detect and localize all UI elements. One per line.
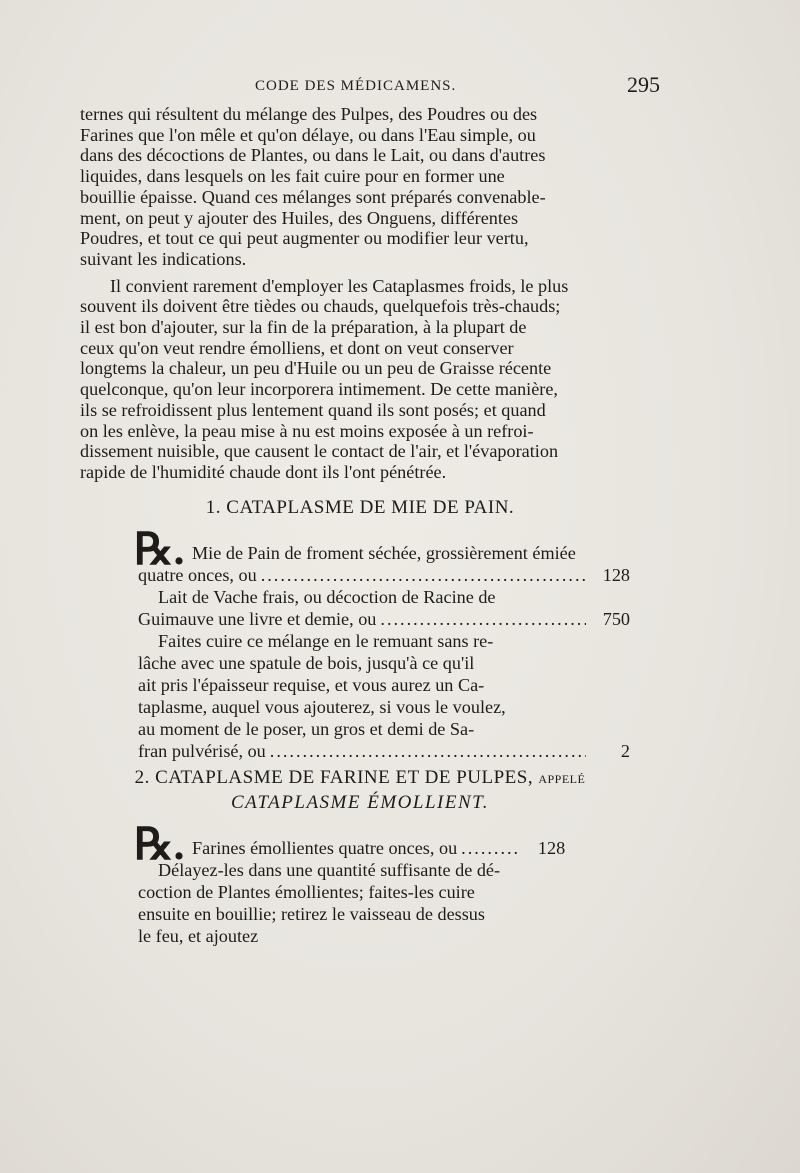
text-line: ternes qui résultent du mélange des Pulpes, des Poudres ou des [80, 104, 538, 124]
recipe-line [138, 740, 630, 762]
recipe-line [138, 528, 630, 564]
leader-dots [461, 837, 521, 859]
text-line: Il convient rarement d'employer les Cataplasmes froids, le plus [110, 275, 569, 296]
text-line: ensuite en bouillie; retirez le vaisseau de dessus [138, 904, 485, 924]
ingredient-text: Mie de Pain de froment séchée, grossièrement émiée [192, 543, 576, 563]
section-title-2 [80, 767, 640, 789]
recipe-1 [134, 525, 630, 762]
text-line: ceux qu'on veut rendre émolliens, et dont on veut conserver [80, 337, 514, 358]
leader-dots [270, 740, 586, 762]
page-header [80, 72, 660, 100]
text-line: au moment de le poser, un gros et demi de Sa- [138, 719, 475, 739]
ingredient-text: Guimauve une livre et demie, ou [138, 609, 377, 629]
text-line: longtems la chaleur, un peu d'Huile ou un peu de Graisse récente [80, 358, 552, 379]
paragraph-2 [80, 276, 640, 483]
running-head: CODE DES MÉDICAMENS. [255, 78, 457, 94]
recipe-2 [134, 820, 630, 947]
recipe-line [138, 564, 630, 586]
quantity: 128 [537, 838, 566, 858]
ingredient-text: Lait de Vache frais, ou décoction de Racine de [158, 587, 496, 607]
text-line: dans des décoctions de Plantes, ou dans le Lait, ou dans d'autres [80, 145, 546, 166]
text-line: suivant les indications. [80, 248, 247, 269]
text-line: coction de Plantes émollientes; faites-les cuire [138, 882, 475, 902]
leader-dots [261, 564, 586, 586]
section-title-text: 2. CATAPLASME DE FARINE ET DE PULPES, [134, 767, 534, 788]
body-text [80, 104, 640, 483]
text-line: le feu, et ajoutez [138, 926, 259, 946]
quantity: 128 [602, 565, 630, 585]
text-line: dissement nuisible, que causent le contact de l'air, et l'évaporation [80, 441, 559, 462]
ingredient-text: fran pulvérisé, ou [138, 741, 266, 761]
recipe-instructions [138, 630, 558, 740]
text-line: souvent ils doivent être tièdes ou chauds, quelquefois très-chauds; [80, 296, 561, 317]
text-line: Délayez-les dans une quantité suffisante de dé- [158, 860, 501, 880]
section-title-1: 1. CATAPLASME DE MIE DE PAIN. [205, 497, 515, 518]
recipe-line [138, 608, 630, 630]
quantity: 2 [620, 741, 630, 761]
text-line: ils se refroidissent plus lentement quand ils sont posés; et quand [80, 399, 546, 420]
recipe-line [138, 823, 630, 859]
paragraph-1 [80, 104, 640, 270]
leader-dots [380, 608, 586, 630]
ingredient-text: quatre onces, ou [138, 565, 257, 585]
recipe-instructions [138, 859, 558, 947]
recipe-line [138, 586, 630, 608]
text-line: ait pris l'épaisseur requise, et vous aurez un Ca- [138, 675, 485, 695]
text-line: Faites cuire ce mélange en le remuant sans re- [158, 631, 494, 651]
text-line: il est bon d'ajouter, sur la fin de la préparation, à la plupart de [80, 317, 527, 338]
text-line: ment, on peut y ajouter des Huiles, des Onguens, différentes [80, 207, 519, 228]
text-line: on les enlève, la peau mise à nu est moins exposée à un refroi- [80, 420, 534, 441]
section-title-suffix: APPELÉ [538, 772, 586, 786]
text-line: rapide de l'humidité chaude dont ils l'ont pénétrée. [80, 461, 447, 482]
quantity: 750 [602, 609, 630, 629]
recipe-symbol: ℞. [134, 820, 185, 869]
text-line: Farines que l'on mêle et qu'on délaye, ou dans l'Eau simple, ou [80, 124, 536, 145]
ingredient-text: Farines émollientes quatre onces, ou [192, 838, 458, 858]
page-number: 295 [627, 72, 660, 97]
recipe-symbol: ℞. [134, 525, 185, 574]
text-line: taplasme, auquel vous ajouterez, si vous le voulez, [138, 697, 506, 717]
text-line: lâche avec une spatule de bois, jusqu'à ce qu'il [138, 653, 475, 673]
text-line: bouillie épaisse. Quand ces mélanges sont préparés convenable- [80, 186, 546, 207]
text-line: Poudres, et tout ce qui peut augmenter ou modifier leur vertu, [80, 228, 529, 249]
text-line: quelconque, qu'on leur incorporera intimement. De cette manière, [80, 379, 558, 400]
section-subtitle-2: CATAPLASME ÉMOLLIENT. [230, 792, 490, 813]
text-line: liquides, dans lesquels on les fait cuire pour en former une [80, 166, 505, 187]
